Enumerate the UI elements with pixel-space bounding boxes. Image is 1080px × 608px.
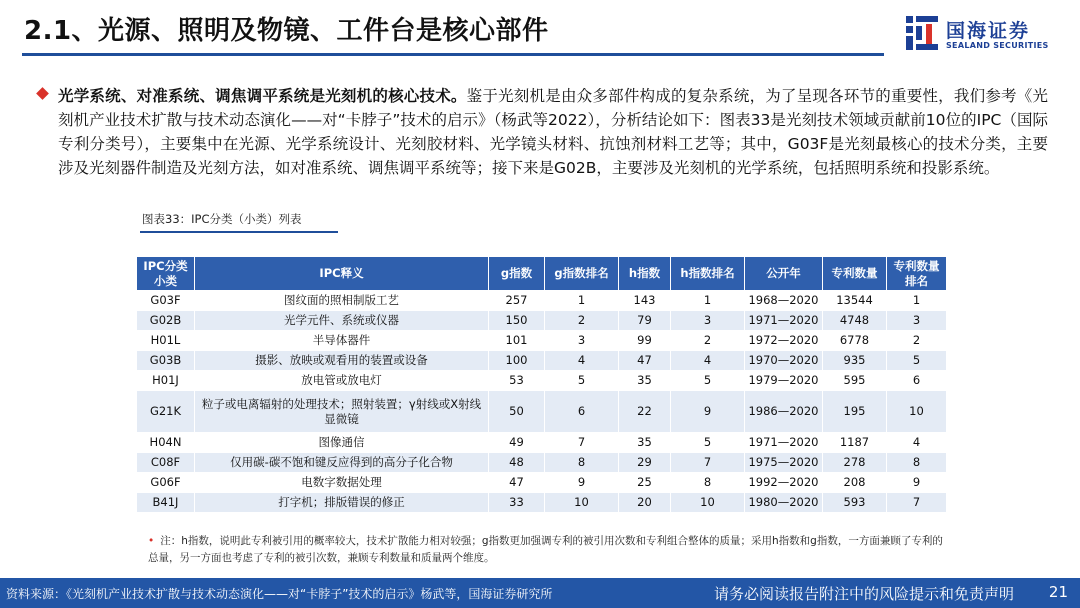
header-h-index: h指数 (619, 257, 671, 291)
cell-h-index-rank: 5 (671, 433, 745, 453)
diamond-bullet-icon (36, 87, 49, 100)
page-header (0, 0, 1080, 58)
cell-ipc-definition: 图像通信 (195, 433, 489, 453)
cell-g-index-rank: 6 (545, 391, 619, 433)
cell-patent-count: 6778 (823, 331, 887, 351)
cell-h-index: 20 (619, 493, 671, 513)
cell-h-index-rank: 5 (671, 371, 745, 391)
cell-ipc-class: H04N (137, 433, 195, 453)
logo-name-cn: 国海证券 (946, 20, 1031, 42)
table-row (137, 371, 947, 391)
cell-patent-count-rank: 3 (887, 311, 947, 331)
page-number: 21 (1048, 583, 1068, 601)
paragraph-text: 鉴于光刻机是由众多部件构成的复杂系统，为了呈现各环节的重要性，我们参考《光刻机产业技术扩散与技术动态演化——对“卡脖子”技术的启示》（杨武等2022），分析结论如下：图表33是光刻技术领域贡献前10位的IPC（国际专利分类号），主要集中在光源、光学系统设计、光刻胶材料、光学镜头材料、抗蚀剂材料工艺等；其中，G03F是光刻最核心的技术分类，主要涉及光刻器件制造及光刻方法，如对准系统、调焦调平系统等；接下来是G02B，主要涉及光刻机的光学系统，包括照明系统和投影系统。 (58, 87, 1048, 177)
header-ipc-class: IPC分类小类 (137, 257, 195, 291)
cell-g-index: 150 (489, 311, 545, 331)
footer-disclaimer: 请务必阅读报告附注中的风险提示和免责声明 (713, 585, 1014, 603)
cell-ipc-definition: 半导体器件 (195, 331, 489, 351)
cell-g-index-rank: 3 (545, 331, 619, 351)
note-text: 注：h指数，说明此专利被引用的概率较大，技术扩散能力相对较强；g指数更加强调专利的被引用次数和专利组合整体的质量；采用h指数和g指数，一方面兼顾了专利的总量，另一方面也考虑了专利的被引次数，兼顾专利数量和质量两个维度。 (148, 535, 943, 564)
cell-h-index-rank: 1 (671, 291, 745, 311)
table-row (137, 291, 947, 311)
cell-h-index: 25 (619, 473, 671, 493)
cell-h-index: 143 (619, 291, 671, 311)
table-body (137, 291, 947, 513)
cell-h-index: 47 (619, 351, 671, 371)
cell-ipc-class: G06F (137, 473, 195, 493)
cell-h-index-rank: 10 (671, 493, 745, 513)
cell-h-index-rank: 7 (671, 453, 745, 473)
body-paragraph (58, 84, 1048, 180)
header-patent-count-rank: 专利数量排名 (887, 257, 947, 291)
cell-ipc-definition: 仅用碳-碳不饱和键反应得到的高分子化合物 (195, 453, 489, 473)
cell-patent-count-rank: 9 (887, 473, 947, 493)
page-title: 2.1、光源、照明及物镜、工件台是核心部件 (24, 16, 549, 46)
header-h-index-rank: h指数排名 (671, 257, 745, 291)
cell-pub-years: 1972—2020 (745, 331, 823, 351)
cell-g-index-rank: 9 (545, 473, 619, 493)
header-pub-years: 公开年 (745, 257, 823, 291)
cell-g-index: 49 (489, 433, 545, 453)
header-patent-count: 专利数量 (823, 257, 887, 291)
cell-g-index: 101 (489, 331, 545, 351)
cell-ipc-definition: 粒子或电离辐射的处理技术；照射装置；γ射线或X射线显微镜 (195, 391, 489, 433)
cell-pub-years: 1975—2020 (745, 453, 823, 473)
cell-ipc-definition: 图纹面的照相制版工艺 (195, 291, 489, 311)
cell-g-index: 50 (489, 391, 545, 433)
cell-h-index: 35 (619, 433, 671, 453)
cell-ipc-definition: 放电管或放电灯 (195, 371, 489, 391)
cell-patent-count: 208 (823, 473, 887, 493)
cell-patent-count: 4748 (823, 311, 887, 331)
note-bullet-icon: • (148, 535, 155, 547)
cell-ipc-class: H01L (137, 331, 195, 351)
cell-patent-count-rank: 4 (887, 433, 947, 453)
cell-pub-years: 1992—2020 (745, 473, 823, 493)
cell-patent-count-rank: 7 (887, 493, 947, 513)
ipc-table (136, 256, 947, 513)
table-row (137, 453, 947, 473)
header-g-index: g指数 (489, 257, 545, 291)
cell-pub-years: 1968—2020 (745, 291, 823, 311)
table-row (137, 433, 947, 453)
table-note (148, 533, 948, 567)
cell-patent-count: 13544 (823, 291, 887, 311)
cell-g-index-rank: 10 (545, 493, 619, 513)
cell-patent-count: 278 (823, 453, 887, 473)
cell-g-index-rank: 5 (545, 371, 619, 391)
cell-ipc-definition: 摄影、放映或观看用的装置或设备 (195, 351, 489, 371)
cell-h-index-rank: 2 (671, 331, 745, 351)
cell-g-index: 100 (489, 351, 545, 371)
table-row (137, 331, 947, 351)
cell-g-index: 47 (489, 473, 545, 493)
cell-h-index: 29 (619, 453, 671, 473)
company-logo (906, 14, 1066, 54)
cell-ipc-definition: 光学元件、系统或仪器 (195, 311, 489, 331)
header-ipc-definition: IPC释义 (195, 257, 489, 291)
header-g-index-rank: g指数排名 (545, 257, 619, 291)
cell-h-index-rank: 8 (671, 473, 745, 493)
cell-h-index-rank: 4 (671, 351, 745, 371)
cell-ipc-class: G02B (137, 311, 195, 331)
cell-patent-count: 595 (823, 371, 887, 391)
cell-g-index-rank: 1 (545, 291, 619, 311)
cell-g-index: 33 (489, 493, 545, 513)
sealand-logo-icon (906, 14, 940, 52)
cell-patent-count-rank: 1 (887, 291, 947, 311)
cell-ipc-definition: 电数字数据处理 (195, 473, 489, 493)
cell-h-index-rank: 9 (671, 391, 745, 433)
cell-h-index: 22 (619, 391, 671, 433)
logo-name-en: SEALAND SECURITIES (946, 41, 1049, 50)
figure-caption-underline (140, 231, 338, 233)
cell-patent-count-rank: 2 (887, 331, 947, 351)
cell-ipc-class: H01J (137, 371, 195, 391)
table-row (137, 391, 947, 433)
cell-patent-count: 935 (823, 351, 887, 371)
cell-g-index: 53 (489, 371, 545, 391)
cell-g-index-rank: 7 (545, 433, 619, 453)
cell-h-index-rank: 3 (671, 311, 745, 331)
figure-caption: 图表33：IPC分类（小类）列表 (142, 212, 302, 226)
cell-ipc-class: G21K (137, 391, 195, 433)
cell-patent-count: 593 (823, 493, 887, 513)
cell-patent-count: 195 (823, 391, 887, 433)
cell-g-index: 48 (489, 453, 545, 473)
cell-patent-count-rank: 8 (887, 453, 947, 473)
cell-patent-count-rank: 10 (887, 391, 947, 433)
cell-h-index: 99 (619, 331, 671, 351)
cell-g-index-rank: 2 (545, 311, 619, 331)
cell-pub-years: 1986—2020 (745, 391, 823, 433)
paragraph-lead: 光学系统、对准系统、调焦调平系统是光刻机的核心技术。 (58, 87, 467, 105)
cell-g-index-rank: 4 (545, 351, 619, 371)
title-underline (22, 53, 884, 56)
table-header-row (137, 257, 947, 291)
cell-patent-count-rank: 5 (887, 351, 947, 371)
footer-source: 资料来源：《光刻机产业技术扩散与技术动态演化——对“卡脖子”技术的启示》杨武等，国海证券研究所 (6, 587, 553, 601)
cell-pub-years: 1971—2020 (745, 311, 823, 331)
cell-ipc-class: G03B (137, 351, 195, 371)
cell-pub-years: 1971—2020 (745, 433, 823, 453)
table-row (137, 493, 947, 513)
table-row (137, 311, 947, 331)
body-bullet (38, 84, 1048, 180)
cell-ipc-class: G03F (137, 291, 195, 311)
cell-patent-count-rank: 6 (887, 371, 947, 391)
cell-pub-years: 1970—2020 (745, 351, 823, 371)
table-row (137, 473, 947, 493)
cell-ipc-class: C08F (137, 453, 195, 473)
cell-g-index: 257 (489, 291, 545, 311)
cell-pub-years: 1979—2020 (745, 371, 823, 391)
table-row (137, 351, 947, 371)
cell-ipc-definition: 打字机；排版错误的修正 (195, 493, 489, 513)
cell-g-index-rank: 8 (545, 453, 619, 473)
cell-ipc-class: B41J (137, 493, 195, 513)
cell-h-index: 35 (619, 371, 671, 391)
cell-patent-count: 1187 (823, 433, 887, 453)
page-footer (0, 578, 1080, 608)
cell-pub-years: 1980—2020 (745, 493, 823, 513)
cell-h-index: 79 (619, 311, 671, 331)
